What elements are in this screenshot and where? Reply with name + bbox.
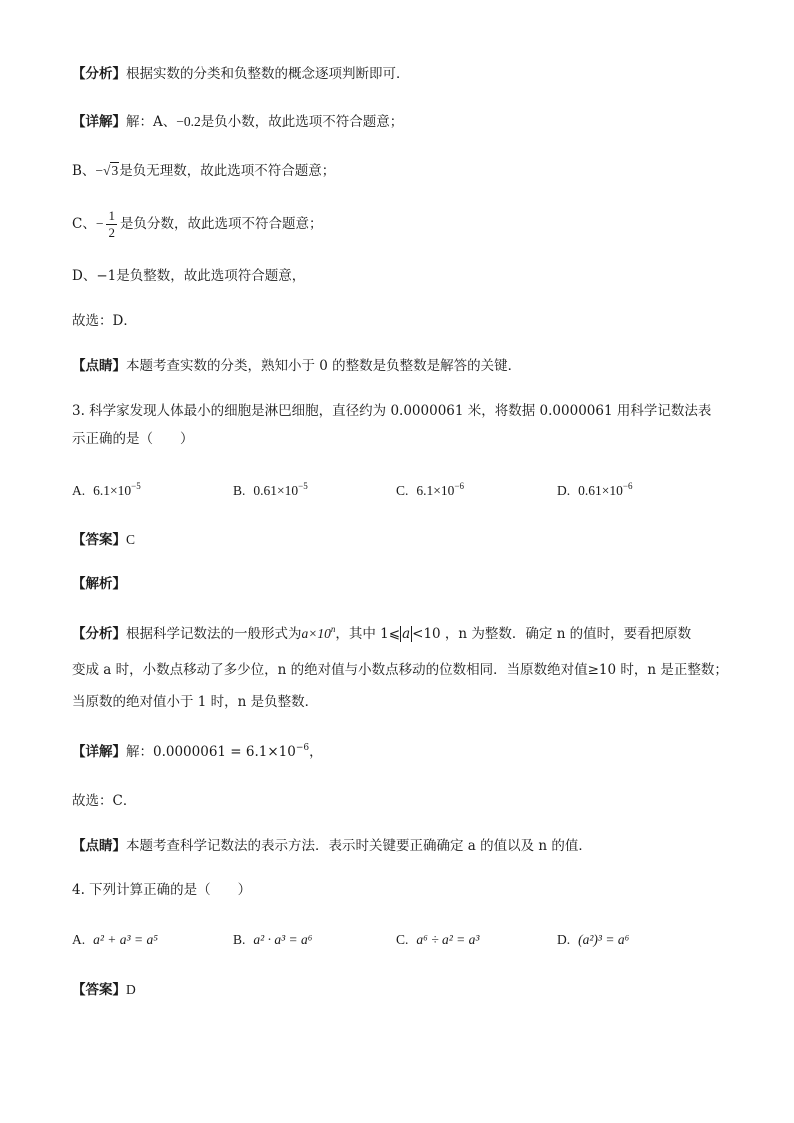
option-base: 0.61×10 <box>578 483 623 498</box>
choose-text: 故选：D． <box>72 313 137 329</box>
q3-option-c <box>396 481 464 501</box>
b-label: B、 <box>72 163 96 179</box>
detail-line-d <box>72 266 305 286</box>
sci-notation-exponent: n <box>330 624 336 634</box>
option-exponent: −6 <box>454 481 464 491</box>
detail-tag: 【详解】 <box>72 114 126 130</box>
detail-line-a <box>72 112 403 132</box>
jiexi-tag: 【解析】 <box>72 576 126 592</box>
absolute-value: a <box>402 626 411 642</box>
q4-answer-line <box>72 980 136 1000</box>
fraction-numerator: 1 <box>108 208 115 223</box>
d-text: D、−1是负整数，故此选项符合题意， <box>72 268 306 284</box>
detail-text-a2: 是负小数，故此选项不符合题意； <box>200 114 404 130</box>
option-letter: B. <box>233 483 246 498</box>
answer-value: D <box>126 982 136 997</box>
q3-point-line <box>72 836 592 856</box>
q3-choose-line: 故选：C． <box>72 793 137 809</box>
answer-tag: 【答案】 <box>72 982 126 998</box>
option-expression: a⁶ ÷ a² = a³ <box>416 932 480 947</box>
option-base: 6.1×10 <box>93 483 132 498</box>
sqrt-radicand: 3 <box>111 163 119 178</box>
option-letter: C. <box>396 483 409 498</box>
option-letter: B. <box>233 932 246 947</box>
detail-text: 解：0.0000061 = 6.1×10 <box>126 744 296 760</box>
option-expression: a² · a³ = a⁶ <box>253 932 313 947</box>
detail-line-b <box>72 161 335 181</box>
option-base: 6.1×10 <box>416 483 455 498</box>
detail-value-a: −0.2 <box>176 114 201 129</box>
analysis-text: n 为整数．确定 n 的值时，要看把原数 <box>458 626 692 642</box>
detail-exponent: −6 <box>295 743 310 753</box>
fraction <box>106 208 117 241</box>
analysis-text: ，其中 1⩽ <box>335 626 401 642</box>
option-letter: A. <box>72 483 86 498</box>
option-letter: D. <box>557 483 571 498</box>
option-letter: D. <box>557 932 571 947</box>
option-exponent: −5 <box>131 481 141 491</box>
point-text: 本题考查实数的分类，熟知小于 0 的整数是负整数是解答的关键． <box>126 358 522 374</box>
option-expression: a² + a³ = a⁵ <box>93 932 158 947</box>
analysis-text: 根据实数的分类和负整数的概念逐项判断即可． <box>126 66 410 82</box>
q3-option-b <box>233 481 308 501</box>
analysis-text: <10 ， <box>412 626 459 642</box>
analysis-tag: 【分析】 <box>72 626 126 642</box>
fraction-denominator: 2 <box>108 225 115 240</box>
q4-option-c <box>396 930 479 950</box>
choose-line <box>72 311 137 331</box>
analysis-text: 根据科学记数法的一般形式为 <box>126 626 302 642</box>
sqrt-expression: √3 <box>103 163 119 178</box>
option-letter: A. <box>72 932 86 947</box>
q4-option-a <box>72 930 158 950</box>
analysis-line <box>72 64 410 84</box>
q4-option-d <box>557 930 629 950</box>
answer-tag: 【答案】 <box>72 532 126 548</box>
q3-answer-line <box>72 530 135 550</box>
q3-option-d <box>557 481 632 501</box>
q3-analysis-line1 <box>72 624 691 644</box>
q3-stem-line1: 3. 科学家发现人体最小的细胞是淋巴细胞，直径约为 0.0000061 米，将数据 0.0000061 用科学记数法表 <box>72 403 712 419</box>
b-minus: − <box>95 163 104 178</box>
option-exponent: −6 <box>622 481 633 491</box>
option-expression: (a²)³ = a⁶ <box>578 932 630 947</box>
q3-analysis-line3: 当原数的绝对值小于 1 时，n 是负整数． <box>72 694 319 710</box>
c-minus: − <box>95 216 104 231</box>
point-line <box>72 356 521 376</box>
q3-option-a <box>72 481 141 501</box>
detail-line-c <box>72 208 322 241</box>
answer-value: C <box>126 532 136 547</box>
c-label: C、 <box>72 216 96 232</box>
sci-notation-form: a×10 <box>301 626 331 641</box>
option-base: 0.61×10 <box>253 483 299 498</box>
b-text: 是负无理数，故此选项不符合题意； <box>119 163 336 179</box>
q3-analysis-line2: 变成 a 时，小数点移动了多少位，n 的绝对值与小数点移动的位数相同．当原数绝对值≥10 时，n 是正整数； <box>72 662 728 678</box>
q4-stem: 4. 下列计算正确的是（ ） <box>72 882 252 898</box>
q3-detail-line <box>72 742 323 762</box>
point-text: 本题考查科学记数法的表示方法．表示时关键要正确确定 a 的值以及 n 的值． <box>126 838 592 854</box>
detail-tag: 【详解】 <box>72 744 126 760</box>
q3-stem-line2: 示正确的是（ ） <box>72 431 194 447</box>
detail-text-a: 解：A、 <box>126 114 177 130</box>
point-tag: 【点睛】 <box>72 358 126 374</box>
detail-end: ， <box>309 744 323 760</box>
option-letter: C. <box>396 932 409 947</box>
c-text: 是负分数，故此选项不符合题意； <box>119 216 323 232</box>
option-exponent: −5 <box>298 481 308 491</box>
q3-jiexi-line <box>72 574 126 594</box>
analysis-tag: 【分析】 <box>72 66 126 82</box>
point-tag: 【点睛】 <box>72 838 126 854</box>
q4-option-b <box>233 930 312 950</box>
